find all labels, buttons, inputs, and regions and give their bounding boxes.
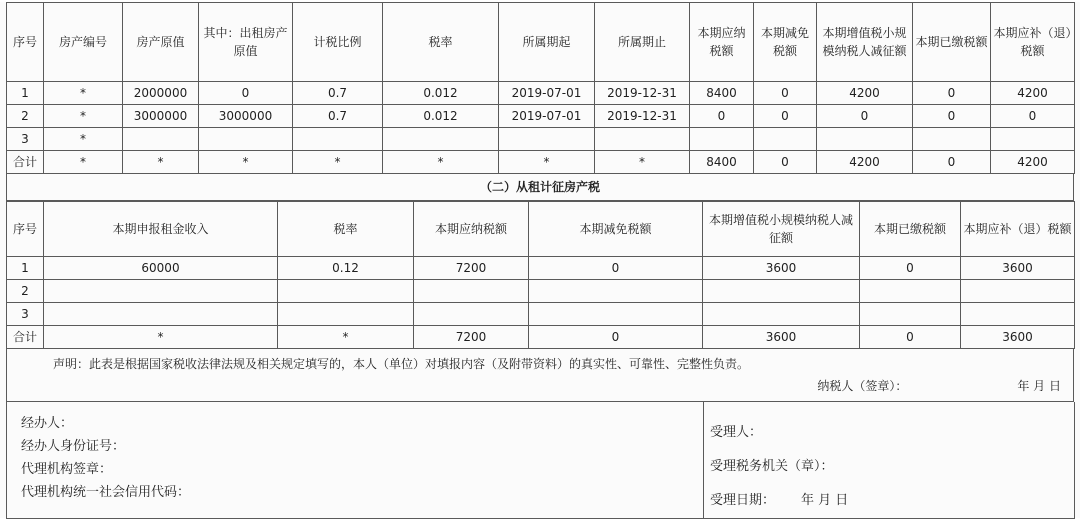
- table-cell: 4200: [817, 151, 913, 174]
- acceptance-date-line: [706, 484, 1072, 518]
- table-cell: 0.012: [383, 105, 499, 128]
- table-cell: 0: [860, 326, 961, 349]
- table-cell: [961, 280, 1075, 303]
- acceptance-date-value: 年 月 日: [801, 493, 849, 508]
- table-cell: [860, 280, 961, 303]
- table-cell: 3000000: [199, 105, 293, 128]
- table2-header-cell: 本期已缴税额: [860, 202, 961, 257]
- table-cell: *: [44, 105, 123, 128]
- table-cell: 7200: [414, 326, 529, 349]
- table1-header-cell: 房产原值: [123, 3, 199, 82]
- table2-header-cell: 序号: [7, 202, 44, 257]
- table-cell: 合计: [7, 326, 44, 349]
- table-cell: 0: [529, 257, 703, 280]
- tax-office-label: 受理税务机关（章）：: [710, 459, 834, 474]
- table-cell: 0: [860, 257, 961, 280]
- table1-header-cell: 所属期止: [595, 3, 690, 82]
- declaration-text: 声明：此表是根据国家税收法律法规及相关规定填写的，本人（单位）对填报内容（及附带资料）的真实性、可靠性、完整性负责。: [53, 357, 750, 371]
- table-cell: 1: [7, 82, 44, 105]
- signature-table: [6, 402, 1075, 519]
- table-row: [7, 128, 1075, 151]
- table-cell: [199, 128, 293, 151]
- table1-header-cell: 其中：出租房产原值: [199, 3, 293, 82]
- table-cell: 0.7: [293, 82, 383, 105]
- table-cell: 0: [529, 326, 703, 349]
- table-cell: 3600: [703, 326, 860, 349]
- table1-header-cell: 计税比例: [293, 3, 383, 82]
- table2-header-cell: 本期增值税小规模纳税人减征额: [703, 202, 860, 257]
- table-cell: 2019-07-01: [499, 82, 595, 105]
- table1-header-cell: 税率: [383, 3, 499, 82]
- table-cell: 0: [913, 151, 991, 174]
- table-cell: 0: [817, 105, 913, 128]
- table-cell: 2: [7, 280, 44, 303]
- table-cell: 3600: [961, 326, 1075, 349]
- table-row: [7, 303, 1075, 326]
- property-tax-table-by-value: [6, 2, 1075, 174]
- table-cell: 0.7: [293, 105, 383, 128]
- table-cell: 0: [913, 82, 991, 105]
- table-cell: 3600: [703, 257, 860, 280]
- agency-code-label: 代理机构统一社会信用代码：: [21, 485, 191, 500]
- table-cell: [754, 128, 817, 151]
- table-cell: [817, 128, 913, 151]
- acceptance-date-label: 受理日期：: [710, 493, 776, 508]
- table-cell: [278, 280, 414, 303]
- table1-header-cell: 序号: [7, 3, 44, 82]
- table1-header-cell: 本期减免税额: [754, 3, 817, 82]
- table-cell: [123, 128, 199, 151]
- table-row: [7, 257, 1075, 280]
- taxpayer-signature-label: 纳税人（签章）：: [817, 379, 908, 393]
- table-cell: *: [123, 151, 199, 174]
- table-cell: 0: [991, 105, 1075, 128]
- table-cell: [690, 128, 754, 151]
- table-cell: 4200: [991, 151, 1075, 174]
- table2-header-cell: 税率: [278, 202, 414, 257]
- table-cell: [44, 303, 278, 326]
- table-cell: 2019-07-01: [499, 105, 595, 128]
- table-cell: [703, 303, 860, 326]
- table-cell: 8400: [690, 82, 754, 105]
- table-total-row: [7, 326, 1075, 349]
- declaration-cell: [7, 349, 1074, 402]
- table-cell: 60000: [44, 257, 278, 280]
- table-cell: 0.12: [278, 257, 414, 280]
- table-cell: 0: [913, 105, 991, 128]
- table-cell: 3: [7, 303, 44, 326]
- table-cell: 合计: [7, 151, 44, 174]
- receiver-label: 受理人：: [710, 425, 763, 440]
- table-cell: 2000000: [123, 82, 199, 105]
- table-cell: [414, 303, 529, 326]
- table-cell: *: [383, 151, 499, 174]
- table-row: [7, 82, 1075, 105]
- table-cell: [529, 303, 703, 326]
- table-cell: 3: [7, 128, 44, 151]
- table-cell: 1: [7, 257, 44, 280]
- table-cell: *: [278, 326, 414, 349]
- table-row: [7, 105, 1075, 128]
- table1-header-cell: 本期增值税小规模纳税人减征额: [817, 3, 913, 82]
- table-cell: 0: [690, 105, 754, 128]
- table1-header-row: [7, 3, 1075, 82]
- table2-header-cell: 本期应补（退）税额: [961, 202, 1075, 257]
- table1-header-cell: 所属期起: [499, 3, 595, 82]
- table-cell: *: [44, 128, 123, 151]
- table-cell: 8400: [690, 151, 754, 174]
- table-cell: 4200: [991, 82, 1075, 105]
- section-heading-table: [6, 174, 1074, 201]
- table-cell: 7200: [414, 257, 529, 280]
- tax-form-page: [0, 2, 1080, 518]
- table-cell: 2: [7, 105, 44, 128]
- table1-header-cell: 本期已缴税额: [913, 3, 991, 82]
- table-cell: *: [44, 326, 278, 349]
- table-cell: [913, 128, 991, 151]
- table-cell: [595, 128, 690, 151]
- table-cell: [383, 128, 499, 151]
- table-cell: *: [199, 151, 293, 174]
- table-cell: [499, 128, 595, 151]
- table-cell: [703, 280, 860, 303]
- table1-header-cell: 房产编号: [44, 3, 123, 82]
- table-cell: *: [44, 82, 123, 105]
- agency-seal-label: 代理机构签章：: [21, 462, 113, 477]
- table2-header-cell: 本期减免税额: [529, 202, 703, 257]
- table-cell: *: [595, 151, 690, 174]
- table-cell: 3000000: [123, 105, 199, 128]
- table-cell: [44, 280, 278, 303]
- table2-header-cell: 本期应纳税额: [414, 202, 529, 257]
- table1-header-cell: 本期应纳税额: [690, 3, 754, 82]
- table-cell: 3600: [961, 257, 1075, 280]
- table-cell: [414, 280, 529, 303]
- taxpayer-signature-line: [9, 375, 1071, 397]
- table-row: [7, 280, 1075, 303]
- table-cell: 0: [199, 82, 293, 105]
- property-tax-table-by-rent: [6, 201, 1075, 349]
- table-cell: 0: [754, 105, 817, 128]
- table-cell: [991, 128, 1075, 151]
- table2-header-row: [7, 202, 1075, 257]
- table-cell: 0.012: [383, 82, 499, 105]
- table-cell: [293, 128, 383, 151]
- section-title-rental-tax: （二）从租计征房产税: [7, 174, 1074, 201]
- table-cell: 2019-12-31: [595, 82, 690, 105]
- table-cell: *: [44, 151, 123, 174]
- table1-header-cell: 本期应补（退）税额: [991, 3, 1075, 82]
- agent-info-cell: [7, 402, 704, 519]
- table2-header-cell: 本期申报租金收入: [44, 202, 278, 257]
- table-cell: [278, 303, 414, 326]
- handler-id-label: 经办人身份证号：: [21, 439, 126, 454]
- declaration-date: 年 月 日: [1017, 379, 1061, 393]
- handler-label: 经办人：: [21, 416, 74, 431]
- acceptance-info-cell: [704, 402, 1075, 519]
- table-cell: 2019-12-31: [595, 105, 690, 128]
- table-cell: 0: [754, 151, 817, 174]
- table-total-row: [7, 151, 1075, 174]
- declaration-table: [6, 349, 1074, 402]
- table-cell: [860, 303, 961, 326]
- table-cell: *: [293, 151, 383, 174]
- table-cell: 4200: [817, 82, 913, 105]
- table-cell: [529, 280, 703, 303]
- table-cell: *: [499, 151, 595, 174]
- table-cell: 0: [754, 82, 817, 105]
- table-cell: [961, 303, 1075, 326]
